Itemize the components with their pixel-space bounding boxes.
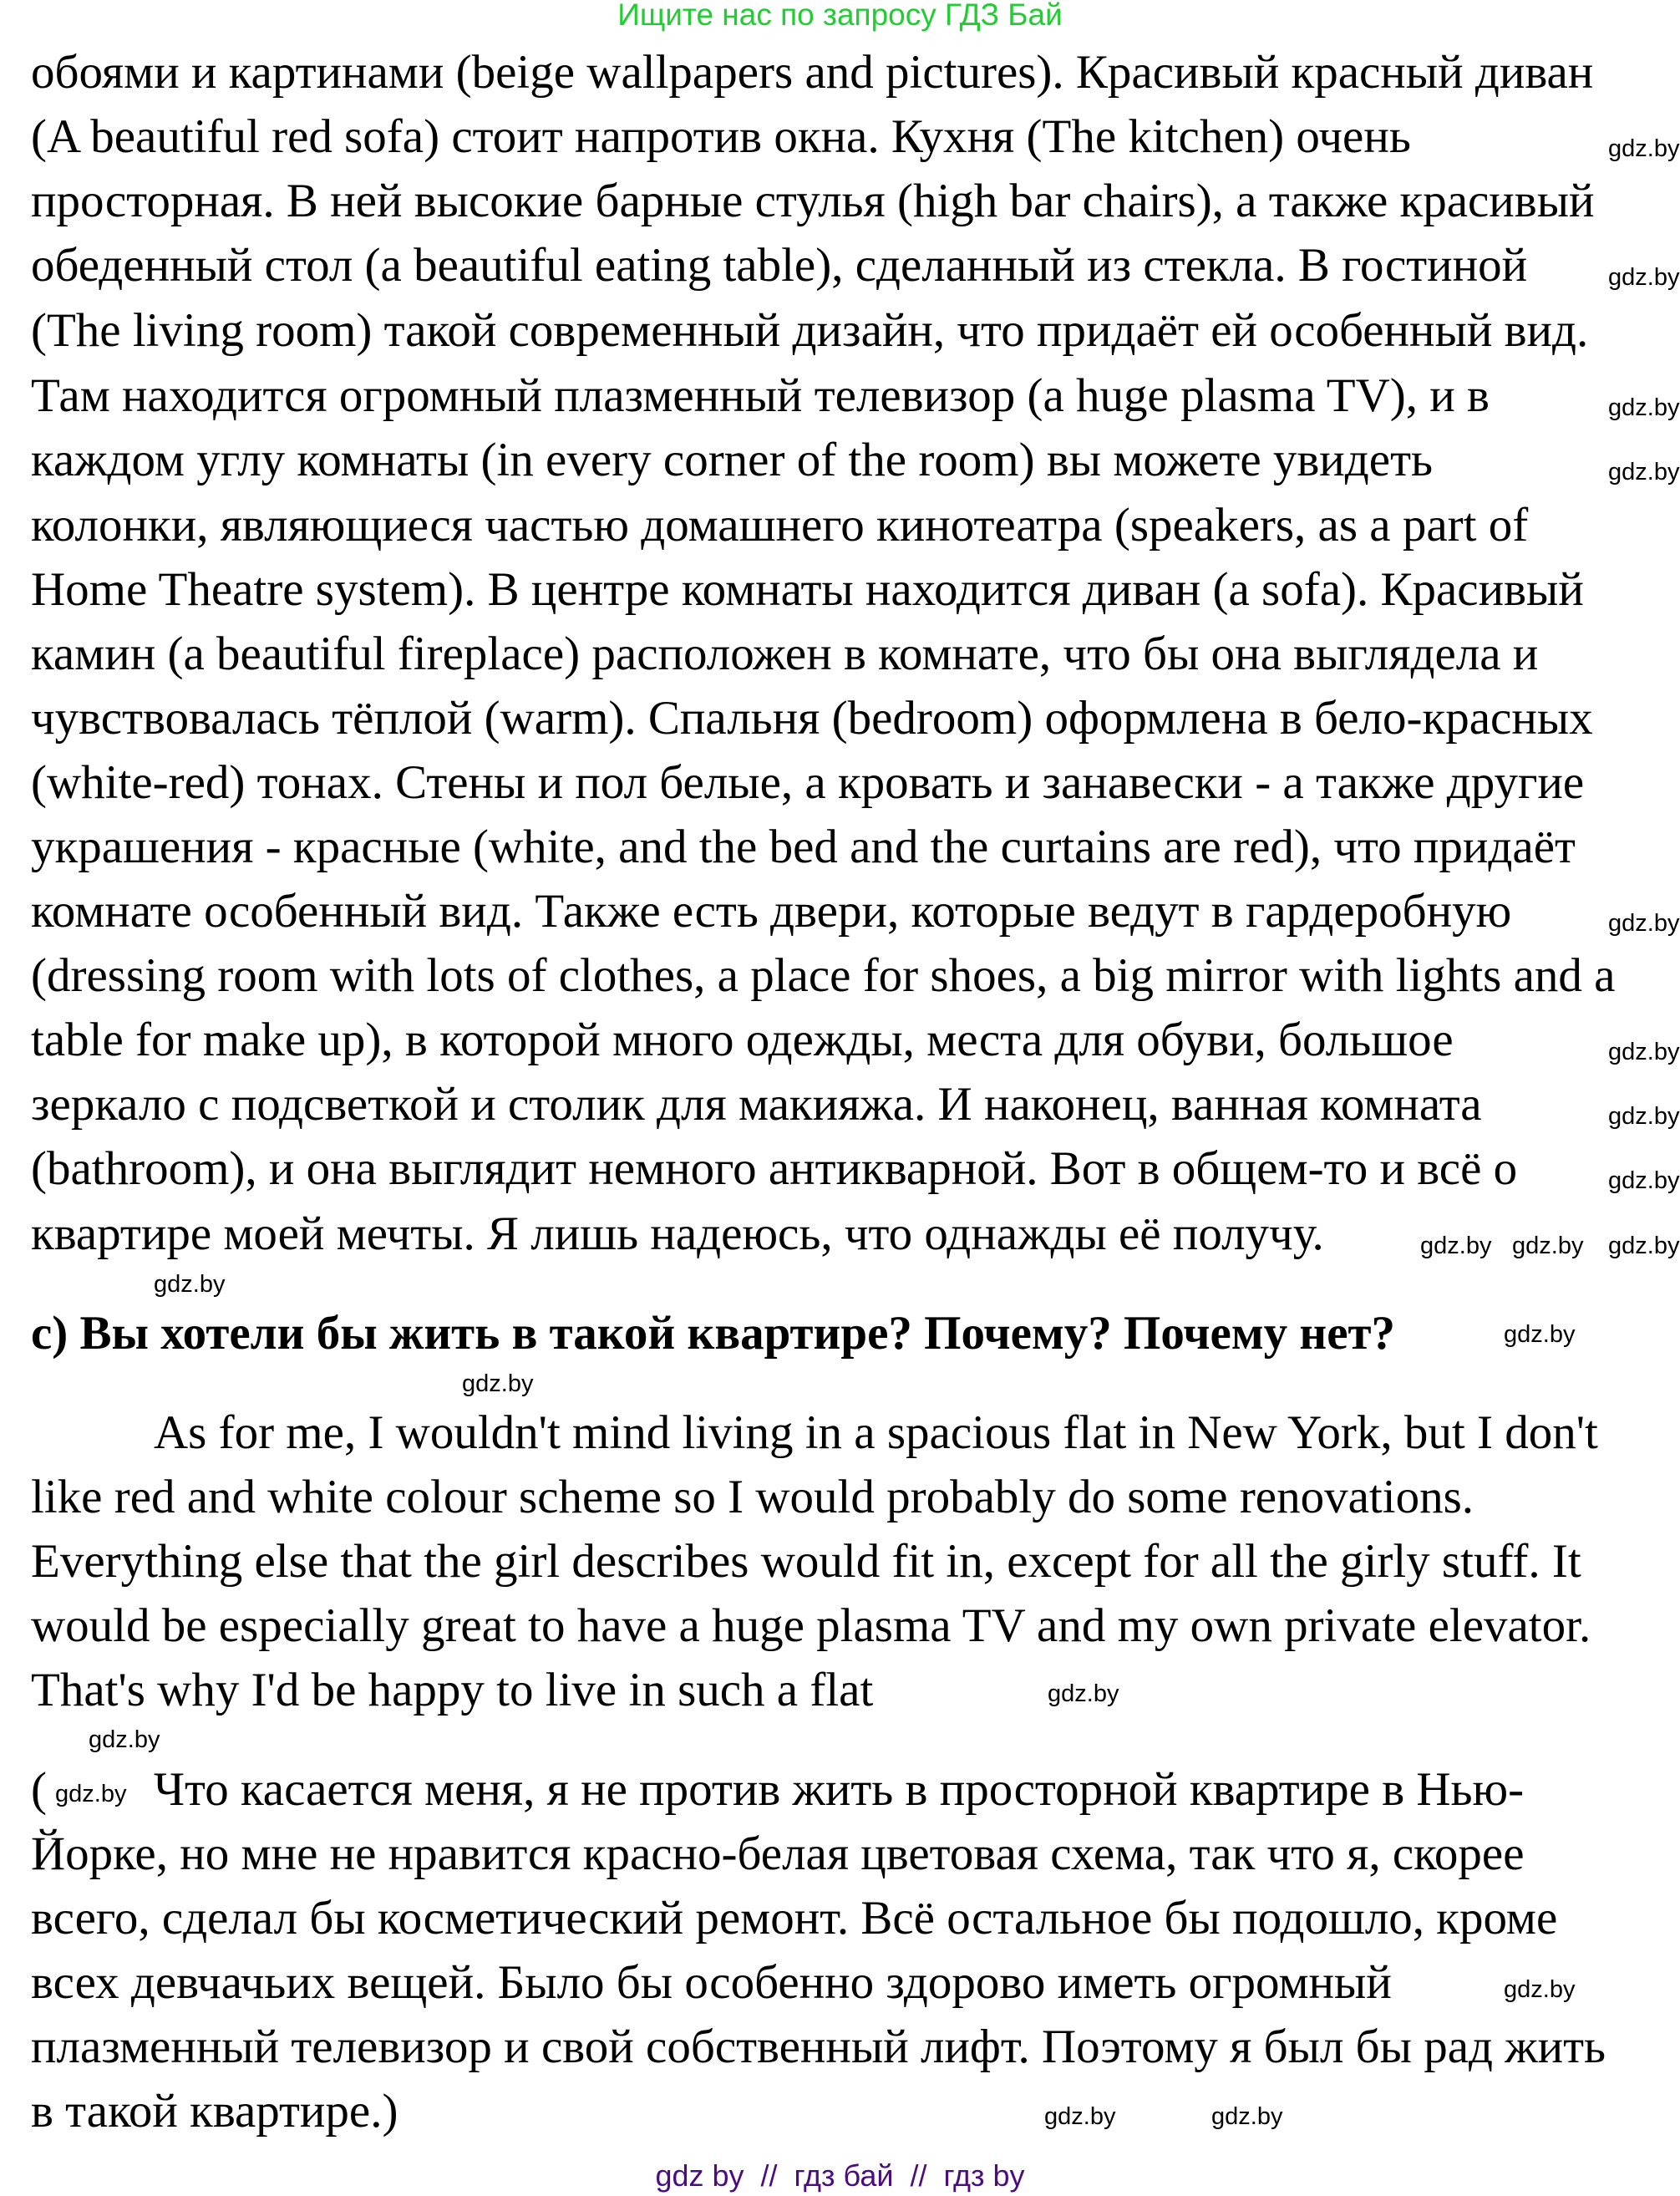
text-line: Там находится огромный плазменный телевизор (a huge plasma TV), и в [31,369,1490,422]
watermark: gdz.by [89,1726,160,1753]
text-line: (The living room) такой современный дизайн, что придаёт ей особенный вид. [31,304,1589,357]
text-line: (bathroom), и она выглядит немного антикварной. Вот в общем-то и всё о [31,1142,1518,1195]
watermark: gdz.by [154,1271,226,1298]
watermark: gdz.by [1512,1233,1584,1259]
text-line: would be especially great to have a huge plasma TV and my own private elevator. [31,1599,1591,1652]
watermark: gdz.by [55,1781,127,1807]
text-line: table for make up), в которой много одежды, места для обуви, большое [31,1014,1454,1066]
text-line: обеденный стол (a beautiful eating table), сделанный из стекла. В гостиной [31,239,1528,292]
watermark: gdz.by [1608,1167,1680,1194]
watermark: gdz.by [1048,1680,1119,1707]
text-line: всего, сделал бы косметический ремонт. Всё остальное бы подошло, кроме [31,1892,1558,1944]
text-line: As for me, I wouldn't mind living in a spacious flat in New York, but I don't [154,1406,1598,1459]
search-hint-banner: Ищите нас по запросу ГДЗ Бай [617,0,1063,32]
watermark: gdz.by [462,1370,534,1397]
watermark: gdz.by [1044,2103,1116,2130]
text-line: обоями и картинами (beige wallpapers and pictures). Красивый красный диван [31,46,1594,99]
text-line: чувствовалась тёплой (warm). Спальня (bedroom) оформлена в бело-красных [31,692,1593,745]
text-line: комнате особенный вид. Также есть двери, которые ведут в гардеробную [31,885,1512,938]
text-line: колонки, являющиеся частью домашнего кинотеатра (speakers, as a part of [31,499,1529,552]
text-line: камин (a beautiful fireplace) расположен в комнате, что бы она выглядела и [31,628,1539,680]
text-line: в такой квартире.) [31,2085,398,2138]
text-line: зеркало с подсветкой и столик для макияжа. И наконец, ванная комната [31,1078,1482,1131]
watermark: gdz.by [1608,459,1680,485]
text-line: каждом углу комнаты (in every corner of the room) вы можете увидеть [31,434,1433,486]
watermark: gdz.by [1608,1039,1680,1065]
watermark: gdz.by [1608,264,1680,291]
watermark: gdz.by [1608,1233,1680,1259]
text-line: просторная. В ней высокие барные стулья (high bar chairs), а также красивый [31,175,1595,227]
text-line: That's why I'd be happy to live in such a flat [31,1664,874,1716]
text-line: плазменный телевизор и свой собственный лифт. Поэтому я был бы рад жить [31,2021,1606,2073]
watermark: gdz.by [1504,1321,1576,1348]
text-line: (white-red) тонах. Стены и пол белые, а кровать и занавески - а также другие [31,756,1585,809]
text-line: квартире моей мечты. Я лишь надеюсь, что однажды её получу. [31,1207,1324,1260]
watermark: gdz.by [1608,910,1680,937]
question-heading: c) Вы хотели бы жить в такой квартире? Почему? Почему нет? [31,1307,1396,1360]
watermark: gdz.by [1608,1103,1680,1130]
footer-links: gdz by // гдз бай // гдз by [655,2158,1025,2193]
open-paren: ( [31,1763,47,1816]
text-line: всех девчачьих вещей. Было бы особенно здорово иметь огромный [31,1956,1392,2009]
watermark: gdz.by [1420,1233,1492,1259]
text-line: like red and white colour scheme so I would probably do some renovations. [31,1471,1474,1523]
watermark: gdz.by [1211,2103,1283,2130]
text-line: Что касается меня, я не против жить в просторной квартире в Нью- [154,1763,1525,1816]
watermark: gdz.by [1608,135,1680,162]
text-line: Everything else that the girl describes would fit in, except for all the girly stuff. It [31,1535,1581,1588]
watermark: gdz.by [1504,1976,1576,2003]
text-line: украшения - красные (white, and the bed and the curtains are red), что придаёт [31,821,1576,873]
text-line: Йорке, но мне не нравится красно-белая цветовая схема, так что я, скорее [31,1827,1525,1880]
text-line: (dressing room with lots of clothes, a place for shoes, a big mirror with lights and a [31,949,1616,1002]
text-line: (A beautiful red sofa) стоит напротив окна. Кухня (The kitchen) очень [31,110,1411,163]
text-line: Home Theatre system). В центре комнаты находится диван (a sofa). Красивый [31,563,1584,616]
watermark: gdz.by [1608,394,1680,421]
